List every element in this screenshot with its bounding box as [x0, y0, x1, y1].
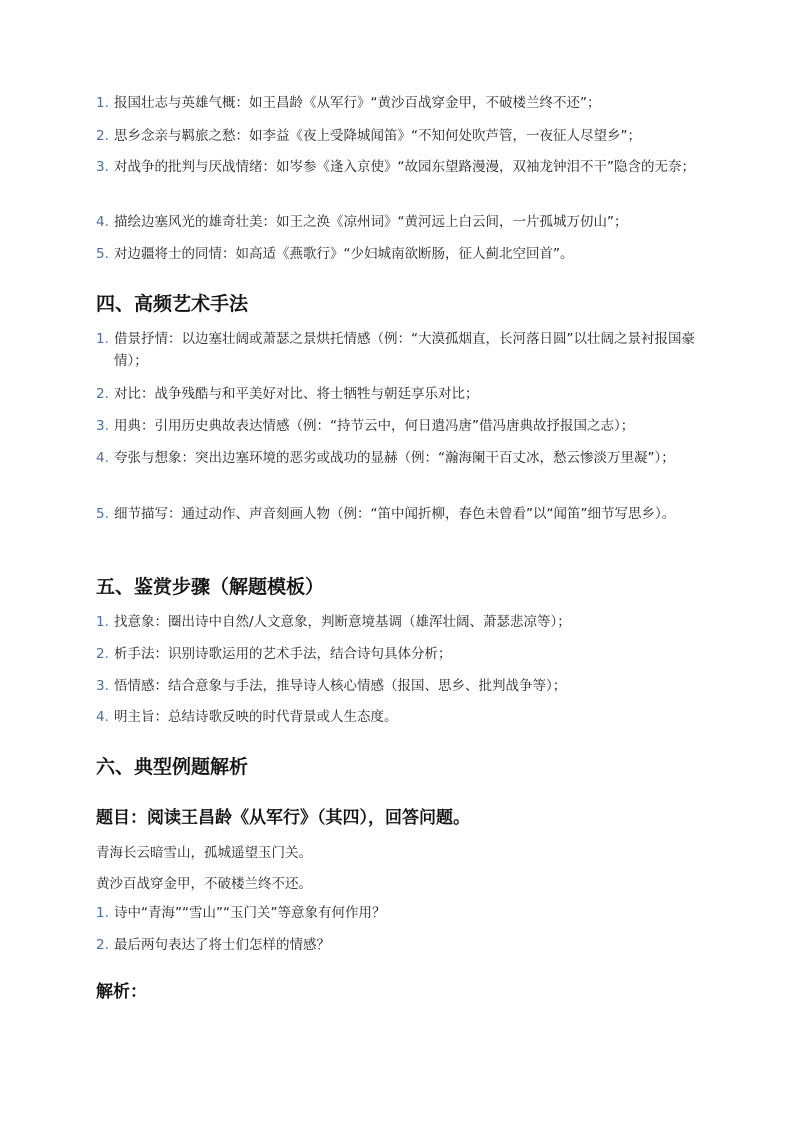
list-number: 2.	[96, 386, 109, 402]
poem-line: 黄沙百战穿金甲，不破楼兰终不还。	[96, 876, 312, 892]
list-text: 细节描写：通过动作、声音刻画人物（例：“笛中闻折柳，春色未曾看”以“闻笛”细节写思乡）。	[114, 506, 676, 522]
list-text: 对战争的批判与厌战情绪：如岑参《逢入京使》“故园东望路漫漫，双袖龙钟泪不干”隐含的无奈；	[114, 159, 695, 175]
list-item	[96, 934, 696, 956]
list-text: 思乡念亲与羁旅之愁：如李益《夜上受降城闻笛》“不知何处吹芦管，一夜征人尽望乡”；	[114, 128, 641, 144]
list-number: 5.	[96, 506, 109, 522]
list-text: 最后两句表达了将士们怎样的情感？	[114, 937, 330, 953]
question-title: 题目：阅读王昌龄《从军行》（其四），回答问题。	[96, 808, 470, 828]
list-item	[96, 675, 696, 697]
list-number: 1.	[96, 614, 109, 630]
list-text: 对比：战争残酷与和平美好对比、将士牺牲与朝廷享乐对比；	[114, 386, 479, 402]
list-number: 1.	[96, 905, 109, 921]
list-item	[96, 243, 696, 265]
list-number: 5.	[96, 246, 109, 262]
list-text: 报国壮志与英雄气概：如王昌龄《从军行》“黄沙百战穿金甲，不破楼兰终不还”；	[114, 95, 601, 111]
list-text: 明主旨：总结诗歌反映的时代背景或人生态度。	[114, 709, 398, 725]
list-item	[96, 447, 696, 469]
list-text: 用典：引用历史典故表达情感（例：“持节云中，何日遣冯唐”借冯唐典故抒报国之志）；	[114, 418, 635, 434]
section-heading-example-analysis: 六、典型例题解析	[96, 756, 249, 778]
list-text: 找意象：圈出诗中自然/人文意象，判断意境基调（雄浑壮阔、萧瑟悲凉等）；	[114, 614, 571, 630]
list-text: 借景抒情：以边塞壮阔或萧瑟之景烘托情感（例：“大漠孤烟直，长河落日圆”以壮阔之景衬报国豪情）；	[114, 331, 695, 369]
list-text: 描绘边塞风光的雄奇壮美：如王之涣《凉州词》“黄河远上白云间，一片孤城万仞山”；	[114, 214, 628, 230]
list-item	[96, 156, 696, 178]
analysis-label: 解析：	[96, 982, 147, 1002]
list-number: 3.	[96, 418, 109, 434]
list-number: 2.	[96, 128, 109, 144]
list-item	[96, 211, 696, 233]
list-item	[96, 415, 696, 437]
list-item	[96, 328, 696, 372]
list-number: 4.	[96, 450, 109, 466]
section-heading-art-techniques: 四、高频艺术手法	[96, 293, 249, 315]
list-number: 1.	[96, 331, 109, 347]
list-item	[96, 902, 696, 924]
list-item	[96, 383, 696, 405]
list-number: 4.	[96, 214, 109, 230]
list-text: 对边疆将士的同情：如高适《燕歌行》“少妇城南欲断肠，征人蓟北空回首”。	[114, 246, 574, 262]
list-number: 3.	[96, 678, 109, 694]
poem-line: 青海长云暗雪山，孤城遥望玉门关。	[96, 845, 312, 861]
list-text: 悟情感：结合意象与手法，推导诗人核心情感（报国、思乡、批判战争等）；	[114, 678, 567, 694]
list-text: 析手法：识别诗歌运用的艺术手法，结合诗句具体分析；	[114, 646, 452, 662]
list-item	[96, 643, 696, 665]
list-number: 2.	[96, 937, 109, 953]
list-item	[96, 503, 696, 525]
list-number: 2.	[96, 646, 109, 662]
list-item	[96, 611, 696, 633]
list-item	[96, 92, 696, 114]
list-number: 4.	[96, 709, 109, 725]
list-number: 1.	[96, 95, 109, 111]
section-heading-appreciation-steps: 五、鉴赏步骤（解题模板）	[96, 576, 325, 598]
list-item	[96, 706, 696, 728]
list-item	[96, 125, 696, 147]
list-number: 3.	[96, 159, 109, 175]
list-text: 诗中“青海”“雪山”“玉门关”等意象有何作用？	[114, 905, 386, 921]
list-text: 夸张与想象：突出边塞环境的恶劣或战功的显赫（例：“瀚海阑干百丈冰，愁云惨淡万里凝”）；	[114, 450, 675, 466]
